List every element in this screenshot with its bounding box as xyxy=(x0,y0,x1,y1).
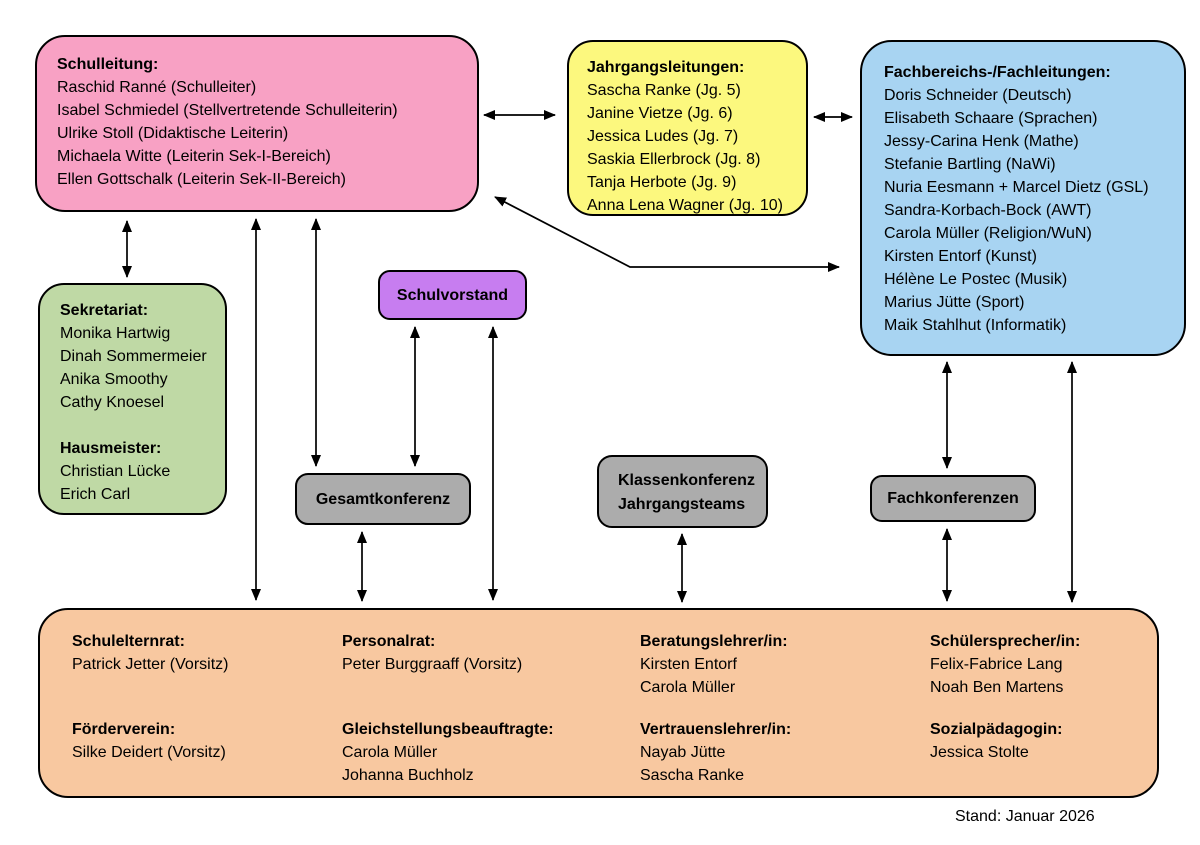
personalrat-group xyxy=(342,630,522,676)
sekretariat-member: Cathy Knoesel xyxy=(60,394,165,411)
sekretariat-member: Dinah Sommermeier xyxy=(60,348,207,365)
schulvorstand-label: Schulvorstand xyxy=(396,286,509,304)
gesamtkonferenz-label: Gesamtkonferenz xyxy=(315,490,451,508)
jahrgangsteams-label: Jahrgangsteams xyxy=(618,496,746,513)
fachleitung-member: Sandra-Korbach-Bock (AWT) xyxy=(884,202,1092,219)
stand-date-label: Stand: Januar 2026 xyxy=(955,808,1095,825)
jahrgangsleitung-member: Anna Lena Wagner (Jg. 10) xyxy=(587,197,783,214)
schulleitung-member: Raschid Ranné (Schulleiter) xyxy=(57,79,257,96)
jahrgangsleitung-member: Janine Vietze (Jg. 6) xyxy=(587,105,733,122)
schulleitung-member: Isabel Schmiedel (Stellvertretende Schulleiterin) xyxy=(57,102,398,119)
fachkonferenzen-box xyxy=(870,475,1036,522)
fachleitungen-box xyxy=(860,40,1186,356)
fachleitung-member: Hélène Le Postec (Musik) xyxy=(884,271,1068,288)
personalrat-member: Peter Burggraaff (Vorsitz) xyxy=(342,656,523,673)
fachleitung-member: Doris Schneider (Deutsch) xyxy=(884,87,1072,104)
hausmeister-member: Erich Carl xyxy=(60,486,131,503)
klassenkonferenz-label: Klassenkonferenz xyxy=(618,472,755,489)
schulleitung-title: Schulleitung: xyxy=(57,56,159,73)
fachleitung-member: Marius Jütte (Sport) xyxy=(884,294,1025,311)
gleichstellung-member: Johanna Buchholz xyxy=(342,767,474,784)
jahrgangsleitungen-box xyxy=(567,40,808,216)
fachleitung-member: Stefanie Bartling (NaWi) xyxy=(884,156,1056,173)
schulelternrat-member: Patrick Jetter (Vorsitz) xyxy=(72,656,229,673)
vertrauenslehrer-member: Nayab Jütte xyxy=(640,744,726,761)
sekretariat-title: Sekretariat: xyxy=(60,302,149,319)
spacer xyxy=(60,414,205,437)
personalrat-title: Personalrat: xyxy=(342,633,436,650)
fachleitung-member: Kirsten Entorf (Kunst) xyxy=(884,248,1037,265)
schulvorstand-box xyxy=(378,270,527,320)
beratungslehrer-title: Beratungslehrer/in: xyxy=(640,633,788,650)
gleichstellung-member: Carola Müller xyxy=(342,744,438,761)
gleichstellung-title: Gleichstellungsbeauftragte: xyxy=(342,721,554,738)
schulleitung-member: Ulrike Stoll (Didaktische Leiterin) xyxy=(57,125,289,142)
schulleitung-member: Michaela Witte (Leiterin Sek-I-Bereich) xyxy=(57,148,331,165)
schuelersprecher-title: Schülersprecher/in: xyxy=(930,633,1081,650)
schuelersprecher-member: Noah Ben Martens xyxy=(930,679,1064,696)
sozialpaedagogin-member: Jessica Stolte xyxy=(930,744,1029,761)
fachleitung-member: Carola Müller (Religion/WuN) xyxy=(884,225,1092,242)
fachleitungen-title: Fachbereichs-/Fachleitungen: xyxy=(884,64,1111,81)
schulelternrat-title: Schulelternrat: xyxy=(72,633,185,650)
schulelternrat-group xyxy=(72,630,228,676)
foerderverein-title: Förderverein: xyxy=(72,721,176,738)
sozialpaedagogin-group xyxy=(930,718,1062,764)
gesamtkonferenz-box xyxy=(295,473,471,525)
foerderverein-group xyxy=(72,718,226,764)
sekretariat-member: Monika Hartwig xyxy=(60,325,171,342)
jahrgangsleitung-member: Tanja Herbote (Jg. 9) xyxy=(587,174,737,191)
sekretariat-member: Anika Smoothy xyxy=(60,371,168,388)
fachleitung-member: Nuria Eesmann + Marcel Dietz (GSL) xyxy=(884,179,1149,196)
vertrauenslehrer-member: Sascha Ranke xyxy=(640,767,745,784)
schulleitung-member: Ellen Gottschalk (Leiterin Sek-II-Bereich) xyxy=(57,171,346,188)
vertrauenslehrer-title: Vertrauenslehrer/in: xyxy=(640,721,792,738)
jahrgangsleitungen-title: Jahrgangsleitungen: xyxy=(587,59,745,76)
vertrauenslehrer-group xyxy=(640,718,791,787)
hausmeister-member: Christian Lücke xyxy=(60,463,171,480)
fachleitung-member: Jessy-Carina Henk (Mathe) xyxy=(884,133,1079,150)
beratungslehrer-member: Kirsten Entorf xyxy=(640,656,737,673)
sekretariat-box xyxy=(38,283,227,515)
jahrgangsleitung-member: Saskia Ellerbrock (Jg. 8) xyxy=(587,151,761,168)
schulleitung-box xyxy=(35,35,479,212)
fachkonferenzen-label: Fachkonferenzen xyxy=(887,490,1019,507)
beratungslehrer-group xyxy=(640,630,788,699)
hausmeister-title: Hausmeister: xyxy=(60,440,162,457)
schuelersprecher-member: Felix-Fabrice Lang xyxy=(930,656,1063,673)
schuelersprecher-group xyxy=(930,630,1080,699)
klassenkonferenz-box xyxy=(597,455,768,528)
gleichstellung-group xyxy=(342,718,554,787)
beratungslehrer-member: Carola Müller xyxy=(640,679,736,696)
foerderverein-member: Silke Deidert (Vorsitz) xyxy=(72,744,226,761)
sozialpaedagogin-title: Sozialpädagogin: xyxy=(930,721,1063,738)
fachleitung-member: Maik Stahlhut (Informatik) xyxy=(884,317,1067,334)
gremien-box xyxy=(38,608,1159,798)
jahrgangsleitung-member: Sascha Ranke (Jg. 5) xyxy=(587,82,741,99)
fachleitung-member: Elisabeth Schaare (Sprachen) xyxy=(884,110,1098,127)
jahrgangsleitung-member: Jessica Ludes (Jg. 7) xyxy=(587,128,739,145)
